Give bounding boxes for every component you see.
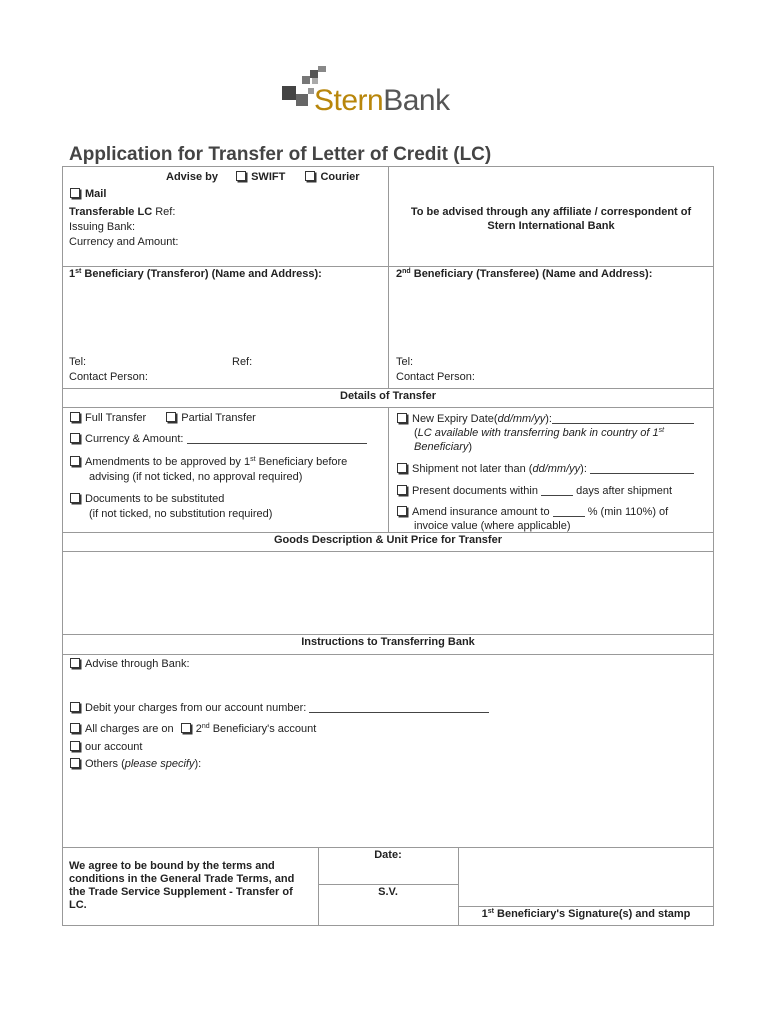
signature-label xyxy=(458,908,714,920)
currency-amount-checkbox[interactable] xyxy=(70,433,80,443)
partial-transfer-checkbox[interactable] xyxy=(166,412,176,422)
shipment-row xyxy=(397,463,694,475)
charges-text-b: Beneficiary's account xyxy=(209,723,317,735)
goods-description-area[interactable] xyxy=(63,552,713,634)
charges-text-a: All charges are on xyxy=(85,723,174,735)
expiry-text-b: ): xyxy=(545,413,552,425)
present-days-field[interactable] xyxy=(541,485,573,496)
expiry-field[interactable] xyxy=(552,413,694,424)
mail-label: Mail xyxy=(85,188,107,200)
insurance-text-c: invoice value (where applicable) xyxy=(414,520,571,532)
mail-checkbox[interactable] xyxy=(70,188,80,198)
currency-amount-field[interactable] xyxy=(187,433,367,444)
amendments-row xyxy=(70,455,347,485)
charges-sup: nd xyxy=(201,723,210,730)
shipment-checkbox[interactable] xyxy=(397,463,407,473)
sv-label: S.V. xyxy=(378,886,398,898)
lc-info xyxy=(69,205,178,250)
shipment-field[interactable] xyxy=(590,463,694,474)
page-title: Application for Transfer of Letter of Credit (LC) xyxy=(69,144,492,165)
present-docs-row xyxy=(397,485,672,497)
our-account-label: our account xyxy=(85,741,143,753)
beneficiary1-contact: Contact Person: xyxy=(69,371,148,383)
advise-bank-checkbox[interactable] xyxy=(70,658,80,668)
insurance-row xyxy=(397,505,668,533)
expiry-checkbox[interactable] xyxy=(397,413,407,423)
partial-transfer-label: Partial Transfer xyxy=(181,412,256,424)
transferable-ref-label: Ref: xyxy=(152,206,176,218)
expiry-note-text2: Beneficiary xyxy=(414,441,469,453)
beneficiary2-sup: nd xyxy=(402,268,411,275)
debit-row xyxy=(70,702,489,714)
expiry-note-sup: st xyxy=(658,427,665,434)
logo xyxy=(282,66,482,122)
logo-text-bank: Bank xyxy=(383,84,450,117)
beneficiary2-contact: Contact Person: xyxy=(396,371,475,383)
insurance-field[interactable] xyxy=(553,506,585,517)
beneficiary2-tel: Tel: xyxy=(396,356,414,368)
mail-row xyxy=(70,188,106,200)
expiry-row xyxy=(397,412,694,454)
others-text-b: ): xyxy=(194,758,202,770)
charges-checkbox[interactable] xyxy=(70,723,80,733)
present-docs-text-a: Present documents within xyxy=(412,485,538,497)
signature-text: Beneficiary's Signature(s) and stamp xyxy=(493,908,691,920)
our-account-checkbox[interactable] xyxy=(70,741,80,751)
swift-label: SWIFT xyxy=(251,171,286,183)
transferable-lc-label: Transferable LC xyxy=(69,206,153,218)
expiry-text-a: New Expiry Date( xyxy=(412,413,498,425)
documents-row xyxy=(70,492,272,522)
shipment-text-b: ): xyxy=(580,463,587,475)
documents-text-a: Documents to be substituted xyxy=(85,493,225,505)
debit-label: Debit your charges from our account number: xyxy=(85,702,307,714)
amendments-sup: st xyxy=(250,456,256,463)
others-text-a: Others ( xyxy=(85,758,125,770)
advise-bank-row xyxy=(70,658,190,670)
advised-through-text: To be advised through any affiliate / correspondent of Stern International Bank xyxy=(410,206,692,232)
details-header: Details of Transfer xyxy=(340,390,436,402)
beneficiary1-ref: Ref: xyxy=(232,356,253,368)
signature-area[interactable] xyxy=(459,848,713,905)
beneficiary2-ord: 2 xyxy=(396,268,403,280)
currency-amount-row xyxy=(70,433,367,445)
debit-checkbox[interactable] xyxy=(70,702,80,712)
our-account-row xyxy=(70,741,142,753)
present-docs-checkbox[interactable] xyxy=(397,485,407,495)
beneficiary1-ord: 1 xyxy=(69,268,76,280)
beneficiary1-tel: Tel: xyxy=(69,356,87,368)
amendments-checkbox[interactable] xyxy=(70,456,80,466)
courier-label: Courier xyxy=(320,171,360,183)
insurance-text-a: Amend insurance amount to xyxy=(412,506,550,518)
amendments-text-c: advising (if not ticked, no approval required) xyxy=(89,471,303,483)
present-docs-text-b: days after shipment xyxy=(576,485,673,497)
beneficiary1-label: Beneficiary (Transferor) (Name and Address): xyxy=(81,268,322,280)
expiry-format: dd/mm/yy xyxy=(497,413,546,425)
others-text-italic: please specify xyxy=(124,758,195,770)
charges-ord: 2 xyxy=(195,723,202,735)
beneficiary1-sup: st xyxy=(75,268,82,275)
currency-amount-label: Currency and Amount: xyxy=(69,236,179,248)
documents-text-b: (if not ticked, no substitution required) xyxy=(89,508,273,520)
logo-text-stern: Stern xyxy=(314,84,384,117)
swift-checkbox[interactable] xyxy=(236,171,246,181)
others-checkbox[interactable] xyxy=(70,758,80,768)
agreement-text: We agree to be bound by the terms and conditions in the General Trade Terms, and the Trade Service Supplement - Transfer of LC. xyxy=(69,860,295,911)
advise-label: Advise by xyxy=(166,171,218,183)
beneficiary2-heading xyxy=(396,268,652,280)
shipment-text-a: Shipment not later than ( xyxy=(412,463,533,475)
date-label: Date: xyxy=(374,849,402,861)
full-transfer-label: Full Transfer xyxy=(85,412,147,424)
details-currency-amount-label: Currency & Amount: xyxy=(85,433,184,445)
beneficiary1-heading xyxy=(69,268,322,280)
full-transfer-checkbox[interactable] xyxy=(70,412,80,422)
insurance-text-b: % (min 110%) of xyxy=(587,506,669,518)
signature-sup: st xyxy=(487,908,494,915)
expiry-note-close: ) xyxy=(468,441,473,453)
transfer-type-row xyxy=(70,412,256,424)
charges-row xyxy=(70,723,316,735)
issuing-bank-label: Issuing Bank: xyxy=(69,221,136,233)
courier-checkbox[interactable] xyxy=(305,171,315,181)
expiry-note-open: ( xyxy=(414,427,418,439)
account-number-field[interactable] xyxy=(309,702,489,713)
documents-checkbox[interactable] xyxy=(70,493,80,503)
goods-header: Goods Description & Unit Price for Transfer xyxy=(274,534,502,546)
advise-bank-label: Advise through Bank: xyxy=(85,658,190,670)
signature-ord: 1 xyxy=(481,908,488,920)
others-row xyxy=(70,758,201,770)
shipment-format: dd/mm/yy xyxy=(532,463,581,475)
beneficiary2-label: Beneficiary (Transferee) (Name and Address): xyxy=(410,268,653,280)
amendments-text-a: Amendments to be approved by 1 xyxy=(85,456,251,468)
amendments-text-b: Beneficiary before xyxy=(255,456,348,468)
beneficiary2-account-checkbox[interactable] xyxy=(181,723,191,733)
advise-row xyxy=(166,171,360,183)
expiry-note-text: LC available with transferring bank in country of 1 xyxy=(417,427,659,439)
instructions-header: Instructions to Transferring Bank xyxy=(301,636,475,648)
insurance-checkbox[interactable] xyxy=(397,506,407,516)
